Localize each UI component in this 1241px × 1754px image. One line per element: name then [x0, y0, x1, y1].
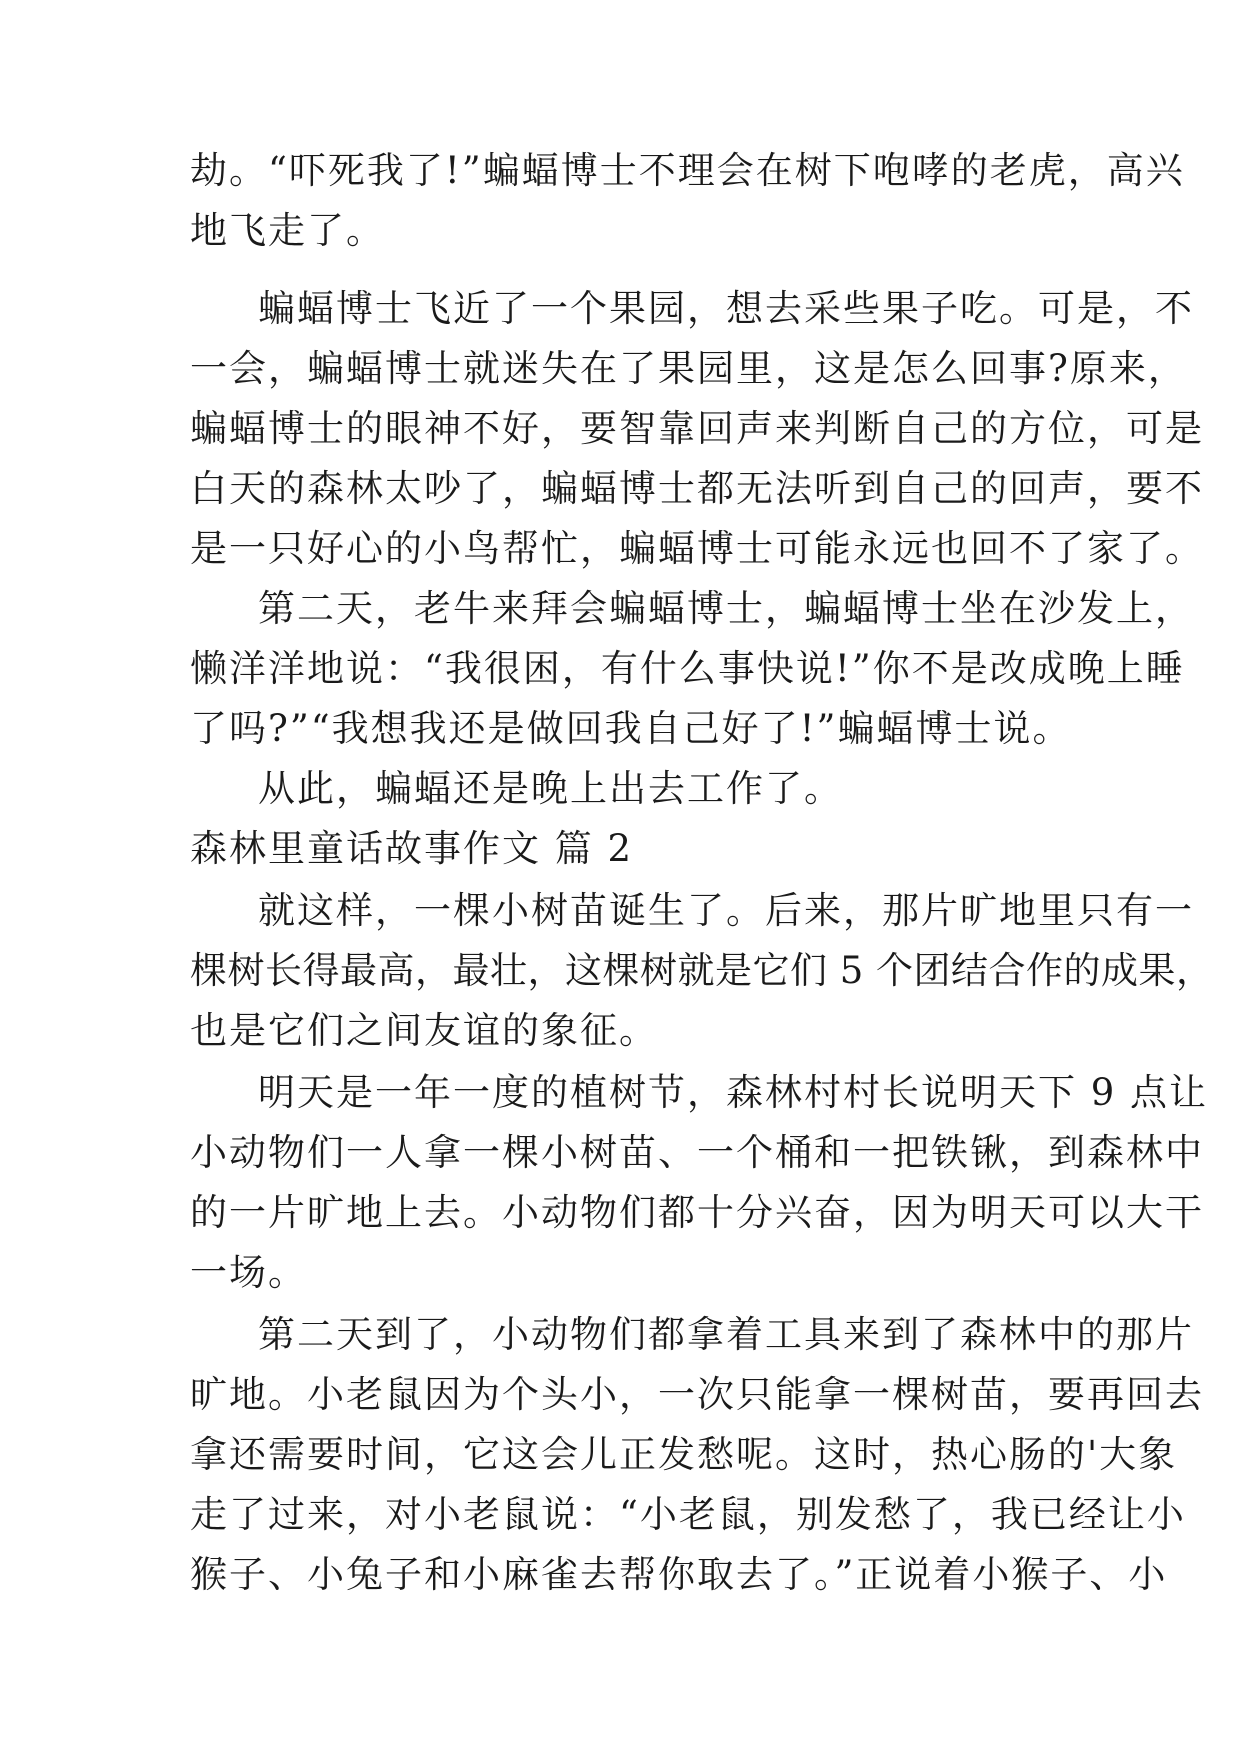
- paragraph-start: 第二天，老牛来拜会蝙蝠博士，蝙蝠博士坐在沙发上，: [258, 587, 1194, 630]
- text-line: 劫。“吓死我了!”蝙蝠博士不理会在树下咆哮的老虎，高兴: [190, 149, 1185, 192]
- text-line: 猴子、小兔子和小麻雀去帮你取去了。”正说着小猴子、小: [190, 1553, 1168, 1596]
- text-line: 白天的森林太吵了，蝙蝠博士都无法听到自己的回声，要不: [190, 467, 1204, 510]
- text-line: 一场。: [190, 1251, 307, 1294]
- text-line: 棵树长得最高，最壮，这棵树就是它们 5 个团结合作的成果，: [190, 949, 1214, 992]
- section-heading: 森林里童话故事作文 篇 2: [190, 827, 634, 870]
- text-line: 也是它们之间友谊的象征。: [190, 1009, 658, 1052]
- text-line: 了吗?”“我想我还是做回我自己好了!”蝙蝠博士说。: [190, 707, 1072, 750]
- text-line: 地飞走了。: [190, 209, 385, 252]
- text-line: 旷地。小老鼠因为个头小，一次只能拿一棵树苗，要再回去: [190, 1373, 1204, 1416]
- text-line: 小动物们一人拿一棵小树苗、一个桶和一把铁锹，到森林中: [190, 1131, 1204, 1174]
- paragraph-start: 就这样，一棵小树苗诞生了。后来，那片旷地里只有一: [258, 889, 1194, 932]
- text-line: 懒洋洋地说：“我很困，有什么事快说!”你不是改成晚上睡: [190, 647, 1185, 690]
- text-line: 的一片旷地上去。小动物们都十分兴奋，因为明天可以大干: [190, 1191, 1204, 1234]
- paragraph-start: 蝙蝠博士飞近了一个果园，想去采些果子吃。可是，不: [258, 287, 1194, 330]
- paragraph-start: 从此，蝙蝠还是晚上出去工作了。: [258, 767, 843, 810]
- text-line: 是一只好心的小鸟帮忙，蝙蝠博士可能永远也回不了家了。: [190, 527, 1204, 570]
- text-line: 走了过来，对小老鼠说：“小老鼠，别发愁了，我已经让小: [190, 1493, 1186, 1536]
- text-line: 蝙蝠博士的眼神不好，要智靠回声来判断自己的方位，可是: [190, 407, 1204, 450]
- text-line: 一会，蝙蝠博士就迷失在了果园里，这是怎么回事?原来，: [190, 347, 1187, 390]
- paragraph-start: 第二天到了，小动物们都拿着工具来到了森林中的那片: [258, 1313, 1194, 1356]
- text-line: 拿还需要时间，它这会儿正发愁呢。这时，热心肠的'大象: [190, 1433, 1178, 1476]
- paragraph-start: 明天是一年一度的植树节，森林村村长说明天下 9 点让: [258, 1071, 1209, 1114]
